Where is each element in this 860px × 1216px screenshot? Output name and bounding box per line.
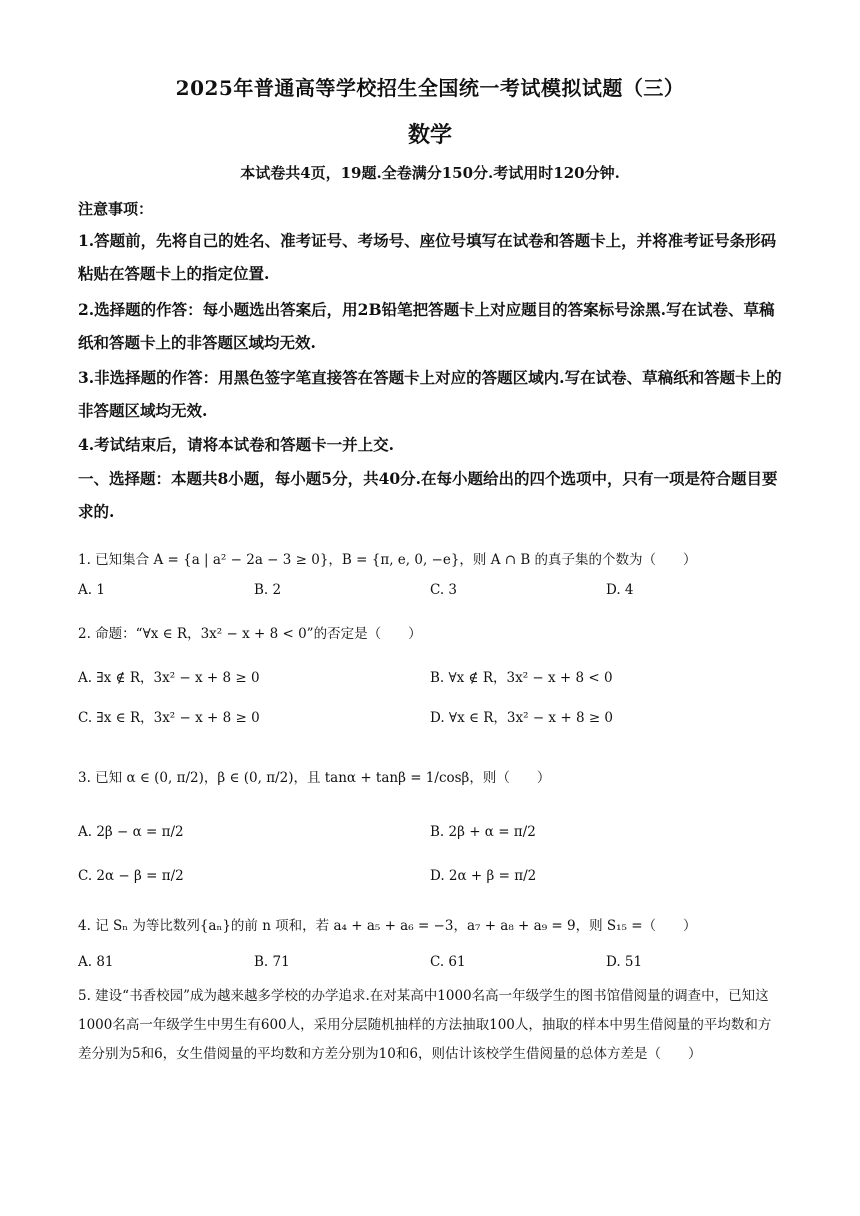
question-2-option-c: C. ∃x ∈ R，3x² − x + 8 ≥ 0 [78,710,260,726]
exam-intro: 本试卷共4页，19题.全卷满分150分.考试用时120分钟. [240,164,620,182]
question-3-option-d: D. 2α + β = π/2 [430,868,537,884]
question-4-option-b: B. 71 [254,954,290,970]
notice-item-2: 2.选择题的作答：每小题选出答案后，用2B铅笔把答题卡上对应题目的答案标号涂黑.写在试卷、草稿纸和答题卡上的非答题区域均无效. [78,300,775,352]
notice-item-3: 3.非选择题的作答：用黑色签字笔直接答在答题卡上对应的答题区域内.写在试卷、草稿纸和答题卡上的非答题区域均无效. [78,368,782,420]
question-4-option-c: C. 61 [430,954,466,970]
question-2-stem: 2. 命题：“∀x ∈ R，3x² − x + 8 < 0”的否定是（ ） [78,626,422,642]
notice-item-4: 4.考试结束后，请将本试卷和答题卡一并上交. [78,435,395,454]
question-1-option-c: C. 3 [430,582,458,598]
question-4-stem: 4. 记 Sₙ 为等比数列{aₙ}的前 n 项和，若 a₄ + a₅ + a₆ = −3，a₇ + a₈ + a₉ = 9，则 S₁₅ =（ ） [78,918,697,934]
question-2-option-d: D. ∀x ∈ R，3x² − x + 8 ≥ 0 [430,710,614,726]
question-1-option-a: A. 1 [78,582,105,598]
section-1-heading: 一、选择题：本题共8小题，每小题5分，共40分.在每小题给出的四个选项中，只有一项是符合题目要求的. [78,469,778,521]
question-2-option-a: A. ∃x ∉ R，3x² − x + 8 ≥ 0 [78,670,260,686]
question-5-stem: 5. 建设“书香校园”成为越来越多学校的办学追求.在对某高中1000名高一年级学生的图书馆借阅量的调查中，已知这1000名高一年级学生中男生有600人，采用分层随机抽样的方法抽取100人，抽取的样本中男生借阅量的平均数和方差分别为5和6，女生借阅量的平均数和方差分别为10和6，则估计该校学生借阅量的总体方差是（ ） [78,988,772,1062]
notice-item-1: 1.答题前，先将自己的姓名、准考证号、考场号、座位号填写在试卷和答题卡上，并将准考证号条形码粘贴在答题卡上的指定位置. [78,231,777,283]
exam-title: 2025年普通高等学校招生全国统一考试模拟试题（三） [175,76,685,100]
question-1-option-d: D. 4 [606,582,634,598]
question-3-option-b: B. 2β + α = π/2 [430,824,536,840]
question-1-stem: 1. 已知集合 A = {a | a² − 2a − 3 ≥ 0}，B = {π, e, 0, −e}，则 A ∩ B 的真子集的个数为（ ） [78,552,697,568]
question-4-option-d: D. 51 [606,954,643,970]
question-2-option-b: B. ∀x ∉ R，3x² − x + 8 < 0 [430,670,613,686]
question-1-option-b: B. 2 [254,582,282,598]
question-3-option-c: C. 2α − β = π/2 [78,868,184,884]
question-3-option-a: A. 2β − α = π/2 [78,824,184,840]
question-4-option-a: A. 81 [78,954,114,970]
notice-heading: 注意事项： [78,200,154,218]
question-3-stem: 3. 已知 α ∈ (0, π/2)，β ∈ (0, π/2)，且 tanα + tanβ = 1/cosβ，则（ ） [78,770,551,786]
subject-title: 数学 [407,122,452,148]
